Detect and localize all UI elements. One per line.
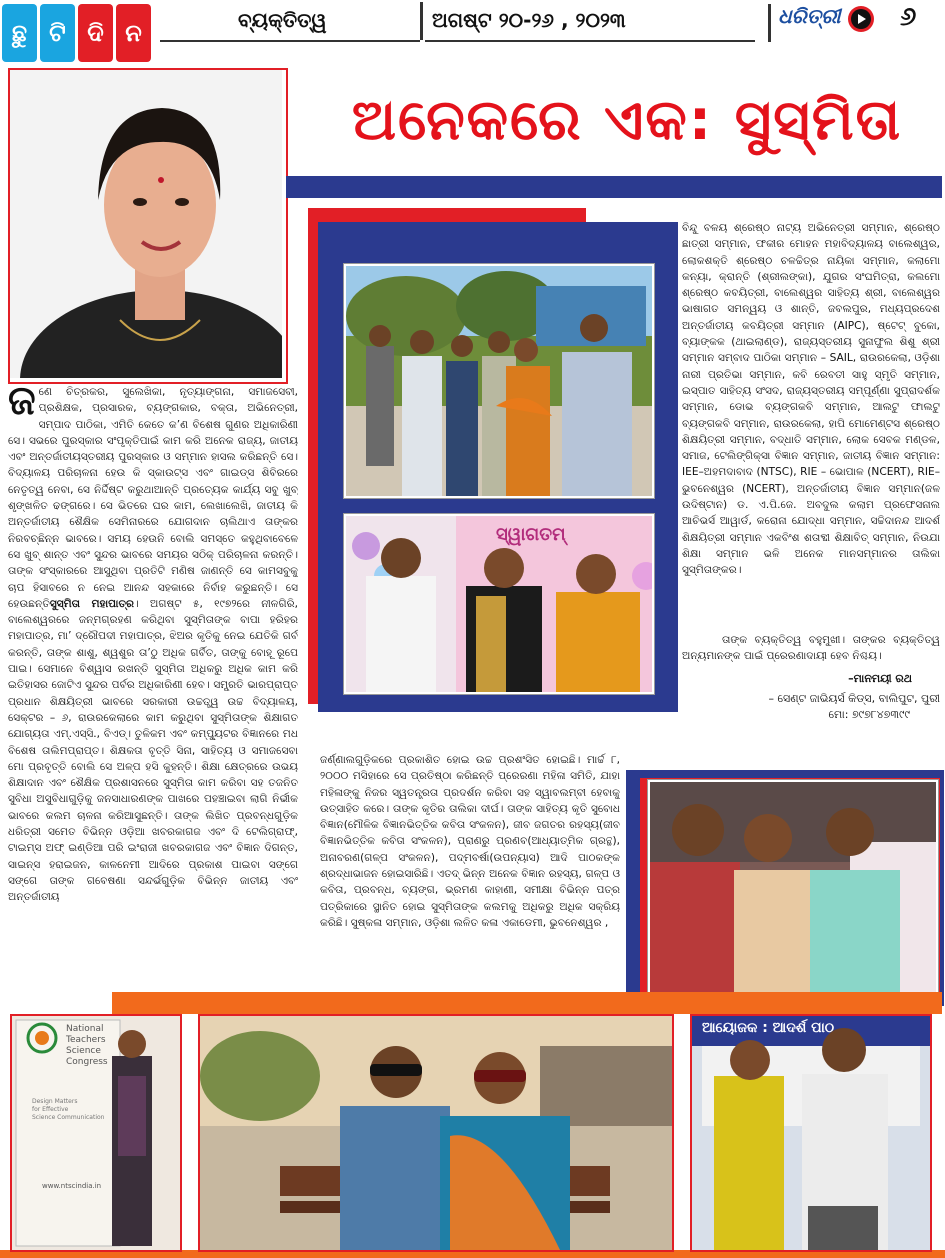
paper-name: ଧରିତ୍ରୀ	[778, 4, 841, 28]
article-column-middle	[320, 752, 620, 988]
logo-letter-1: ଛୁ	[2, 4, 37, 62]
logo-letter-2: ଟି	[40, 4, 75, 62]
closing-paragraph: ତାଙ୍କ ବ୍ୟକ୍ତିତ୍ୱ ବହୁମୁଖୀ। ତାଙ୍କର ବ୍ୟକ୍ତିତ୍ୱ ଅନ୍ୟମାନଙ୍କ ପାଇଁ ପ୍ରେରଣାଦାୟୀ ହେବ ନିଶ୍ଚୟ।	[682, 634, 940, 663]
author-name: –ମାନମୟୀ ରଥ	[848, 672, 912, 685]
header-divider-2	[768, 4, 771, 42]
welcome-photo	[344, 514, 654, 694]
family-photo	[648, 780, 938, 996]
header-divider	[420, 2, 423, 40]
event-photo	[344, 264, 654, 498]
logo-letter-4: ନ	[116, 4, 151, 62]
conference-banner	[66, 1024, 108, 1068]
header-rule-right	[425, 40, 755, 42]
dropcap: ଜ	[8, 384, 36, 424]
welcome-banner-text: ସ୍ୱାଗତମ୍	[496, 524, 566, 545]
subtitle-line-3: Science Communication	[32, 1114, 105, 1121]
logo-letter-3: ଦି	[78, 4, 113, 62]
section-title: ବ୍ୟକ୍ତିତ୍ୱ	[238, 8, 327, 32]
article-column-left	[8, 384, 298, 988]
article-paragraph-2: । ଅଗଷ୍ଟ ୫, ୧୯୭୨ରେ ନୀଳଗିରି, ବାଲେଶ୍ୱରରେ ଜନ୍ମଗ୍ରହଣ କରିଥିବା ସୁସ୍ମିତାଙ୍କ ବାପା ହରିହର ମହାପାତ୍ର, ମା’ ଦ୍ରୌପଦୀ ମହାପାତ୍ର, ଝିଅର କୃତିକୁ ନେଇ ଯେତିକି ଗର୍ବ କରନ୍ତି, ତାଙ୍କ ଶାଶୁ, ଶ୍ୱଶୁର ତା’ଠୁ ଅଧିକ ଗର୍ବିତ, ତାଙ୍କୁ ବୋହୂ ରୂପେ ପାଇ। ସେମାନେ ବିଶ୍ୱାସ ରଖନ୍ତି ସୁସ୍ମିତା ଅଧିକରୁ ଅଧିକ କାମ କରି ଇତିହାସର ଜୋଟିଏ ସୁନ୍ଦର ପର୍ବର ଅଧିକାରିଣୀ ହେବ। ସମ୍ପ୍ରତି ଭାରପ୍ରାପ୍ତ ପ୍ରଧାନ ଶିକ୍ଷୟିତ୍ରୀ ଭାବରେ ସରକାରୀ ଉଚ୍ଚତ୍ତ୍ୱ ଉଚ୍ଚ ବିଦ୍ୟାଳୟ, ସେକ୍ଟର – ୬, ରାଉରକେଲାରେ କାମ କରୁଥିବା ସୁସ୍ମିତାଙ୍କ ଶିକ୍ଷାଗତ ଯୋଗ୍ୟତା ଏମ୍.ଏସ୍‌ସି., ବିଏଡ୍। ତୁଳିକମ ଏବଂ କମ୍ପ୍ୟୁଟର ବିଜ୍ଞାନରେ ମଧ ବିଶେଷ ତାଲିମପ୍ରାପ୍ତ। ଶିକ୍ଷକତା ବୃତ୍ତି ସିନା, ସାହିତ୍ୟ ଓ ସମାଜସେବା ମୋ ପ୍ରବୃତ୍ତି ବୋଲି ସେ ଅଳ୍ପ ହସି କୁହନ୍ତି। ଶିକ୍ଷା କ୍ଷେତ୍ରରେ ଉଭୟ ଶିକ୍ଷାଦାନ ଏବଂ ଶୈକ୍ଷିକ ପ୍ରଶାସନରେ ସୁସ୍ମିତା କାମ କରିବା ସହ ତଜନିତ ସୁବିଧା ଅସୁବିଧାଗୁଡ଼ିକୁ ଜନସାଧାରଣଙ୍କ ପାଖରେ ପହଞ୍ଚାଇବା ଲାଗି ନିର୍ଭୀକ ଭାବରେ କଲମ ଚାଳନା କରିଆସୁଛନ୍ତି। ତାଙ୍କ ଲିଖିତ ପ୍ରବନ୍ଧଗୁଡ଼ିକ ଧରିତ୍ରୀ ସମେତ ବିଭିନ୍ନ ଓଡ଼ିଆ ଖବରକାଗଜ ଏବଂ ଦି ଟେଲିଗ୍ରାଫ୍, ଟାଇମ୍ସ ଅଫ୍ ଇଣ୍ଡିଆ ପରି ଇଂରାଜୀ ଖବରକାଗଜ ଏବଂ ବିଜ୍ଞାନ ଦିଗନ୍ତ, ସାଇନ୍ସ ହରାଇଜନ, କାଳନେମୀ ଆଦିରେ ପ୍ରକାଶ ପାଇବା ସଙ୍ଗେ ସଙ୍ଗେ ତାଙ୍କ ଗବେଷଣା ସନ୍ଦର୍ଭଗୁଡ଼ିକ ବିଭିନ୍ନ ଜାତୀୟ ଏବଂ ଅନ୍ତର୍ଜାତୀୟ	[8, 597, 298, 904]
author-phone: ମୋ: ୭୯୭୮୪୭୩୯୯	[828, 708, 910, 721]
article-paragraph-1: ଣେ ଚିତ୍ରକର, ସୁଲେଖିକା, ନୃତ୍ୟାଙ୍ଗନା, ସମାଜସେବୀ, ପ୍ରଶିକ୍ଷକ, ପ୍ରସାରକ, ବ୍ୟଙ୍ଗକାର, ବକ୍ତା, ଅଭିନେତ୍ରୀ, ସମ୍ପାଦ ପାଠିକା, ଏମିତି କେତେ କ’ଣ ବିଶେଷ ଗୁଣର ଅଧିକାରିଣୀ ସେ। ସଭରେ ପୁରସ୍କାର ସଂପୃକ୍ତିପାଇଁ କାମ କରି ଅନେକ ରାଜ୍ୟ, ଜାତୀୟ ଏବଂ ଅନ୍ତର୍ଜାତୀୟସ୍ତରୀୟ ପୁରସ୍କାର ଓ ସମ୍ମାନ ହାସଲ କରିଛନ୍ତି ସେ। ବିଦ୍ୟାଳୟ ପରିଚାଳନା ହେଉ କି ସ୍କାଉଟ୍ସ ଏବଂ ଗାଇଡ୍ସ ଶିବିରରେ ନେତୃତ୍ୱ ନେବା, ସେ ନିର୍ଦ୍ଦିଷ୍ଟ କରୁଥାଆନ୍ତି ପ୍ରତ୍ୟେକ କାର୍ଯ୍ୟ ସବୁ ଖୁବ୍ ଶୃଙ୍ଖଳିତ ଢଙ୍ଗରେ। ସେ ଭିତରେ ଘର କାମ, ଲେଖାଲେଖି, ଜାତୀୟ କି ଅନ୍ତର୍ଜାତୀୟ ଶୈକ୍ଷିକ ସେମିନାରରେ ଯୋଗଦାନ ଚାଲିଥାଏ ତାଙ୍କର ନିରବଚ୍ଛିନ୍ନ ଭାବରେ। ସମୟ ହେଉନି ବୋଲି ସମସ୍ତେ କହୁଥିବାବେଳେ ସେ ଖୁବ୍ ଶାନ୍ତ ଏବଂ ସୁନ୍ଦର ଭାବରେ ସମୟର ସଠିକ୍ ପରିଚାଳନା କରନ୍ତି। ତାଙ୍କ ସଂସ୍କାରରେ ଆସୁଥିବା ପ୍ରତିଟି ମଣିଷ ଜାଣନ୍ତି ସେ କାମସବୁକୁ ଚାପ ହିସାବରେ ନ ନେଇ ଆନନ୍ଦ ସହକାରେ ନିର୍ବାହ କରୁଛନ୍ତି। ସେ ହେଉଛନ୍ତି	[8, 386, 298, 610]
conference-subtitle	[32, 1098, 104, 1122]
banner-line-4: Congress	[66, 1057, 108, 1067]
article-paragraph-3: ଜର୍ଣ୍ଣାଲଗୁଡ଼ିକରେ ପ୍ରକାଶିତ ହୋଇ ଉଚ୍ଚ ପ୍ରଶଂସିତ ହୋଇଛି। ମାର୍ଚ୍ଚ ୮, ୨୦୦୦ ମସିହାରେ ସେ ପ୍ରତିଷ୍ଠା କରିଛନ୍ତି ପ୍ରେରଣା ମହିଳା ସମିତି, ଯାହା ମହିଳାଙ୍କୁ ନିଜର ସ୍ୱତନ୍ତ୍ରତା ପ୍ରଦର୍ଶନ କରିବା ସହ ସ୍ୱାବଲମ୍ବୀ ହେବାକୁ ଉତ୍ସାହିତ କରେ। ତାଙ୍କ କୃତିର ତାଲିକା ଦୀର୍ଘ। ତାଙ୍କ ସାହିତ୍ୟ କୃତି ସୁବୋଧ ବିଜ୍ଞାନ(ମୌଳିକ ବିଜ୍ଞାନଭିତ୍ତିକ କବିତା ସଂକଳନ), ଜୀବ ଜଗତର ରହସ୍ୟ(ଜୀବ ବିଜ୍ଞାନଭିତ୍ତିକ କବିତା ସଂକଳନ), ପ୍ରାଣରୁ ପ୍ରଣବ(ଆଧ୍ୟାତ୍ମିକ ଗ୍ରନ୍ଥ), ଅନାବରଣ(ଗଳ୍ପ ସଂକଳନ), ପଦ୍ମବର୍ଷା(ଉପନ୍ୟାସ) ଆଦି ପାଠକଙ୍କ ଶ୍ରଦ୍ଧାଭାଜନ ହୋଇସାରିଛି। ଏତଦ୍ ଭିନ୍ନ ଅନେକ ବିଜ୍ଞାନ ରହସ୍ୟ, ଗଳ୍ପ ଓ କବିତା, ପ୍ରବନ୍ଧ, ବ୍ୟଙ୍ଗ, ଭ୍ରମଣ କାହାଣୀ, ସମୀକ୍ଷା ବିଭିନ୍ନ ପତ୍ର ପତ୍ରିକାରେ ସ୍ଥାନିତ ହୋଇ ସୁସ୍ମିତାଙ୍କ କଲମକୁ ଅଧିକରୁ ଅଧିକ ସକ୍ରିୟ କରିଛି। ସୁଷ୍କଳା ସମ୍ମାନ, ଓଡ଼ିଶା ଲଳିତ କଳା ଏକାଡେମୀ, ଭୁବନେଶ୍ୱର ,	[320, 754, 620, 929]
subtitle-line-2: for Effective	[32, 1106, 69, 1113]
banner-line-3: Science	[66, 1046, 101, 1056]
banner-line-1: National	[66, 1024, 104, 1034]
couple-photo	[198, 1014, 674, 1252]
banner-line-2: Teachers	[66, 1035, 106, 1045]
conference-url: www.ntscindia.in	[42, 1182, 102, 1190]
page-number: ୬	[900, 2, 917, 32]
adarsha-photo	[690, 1014, 932, 1252]
header-rule-left	[160, 40, 420, 42]
portrait-frame	[8, 68, 288, 384]
subject-name: ସୁସ୍ମିତା ମହାପାତ୍ର	[49, 597, 135, 610]
headline-underline	[286, 176, 942, 198]
subtitle-line-1: Design Matters	[32, 1098, 78, 1105]
article-column-right	[682, 220, 940, 650]
issue-date: ଅଗଷ୍ଟ ୨୦-୨୬ , ୨୦୨୩	[432, 8, 626, 32]
portrait-photo	[10, 70, 282, 378]
author-address: – ସେଣ୍ଟ ଜାଭିୟର୍ସ କିଡ୍ସ, ବାଲିପୁଟ, ପୁରୀ	[768, 692, 940, 705]
bottom-orange-bar	[112, 992, 942, 1014]
conference-photo	[10, 1014, 182, 1252]
play-icon	[848, 6, 874, 32]
headline: ଅନେକରେ ଏକ: ସୁସ୍ମିତା	[351, 88, 903, 153]
adarsha-banner: ଆୟୋଜକ : ଆଦର୍ଶ ପାଠ	[702, 1020, 835, 1036]
awards-list: ବିନ୍ଦୁ ବଳୟ ଶ୍ରେଷ୍ଠ ନାଟ୍ୟ ଅଭିନେତ୍ରୀ ସମ୍ମାନ, ଶ୍ରେଷ୍ଠ ଛାତ୍ରୀ ସମ୍ମାନ, ଫକୀର ମୋହନ ମହାବିଦ୍ୟାଳୟ ବାଲେଶ୍ୱର, ଲୋକଶକ୍ତି ଶ୍ରେଷ୍ଠ ଚଳଚ୍ଚିତ୍ର ନାୟିକା ସମ୍ମାନ, କଲାମୋ କନ୍ୟା, କ୍ରାନ୍ତି (ଶ୍ରୀଲଙ୍କା), ଯୁଗର ସଂଘମିତ୍ରା, କଲମୋ ଶ୍ରେଷ୍ଠ କବୟିତ୍ରୀ, ବାଲେଶ୍ୱର ସାହିତ୍ୟ ଶ୍ରୀ, ବାଲେଶ୍ୱର ଭାଷାଗତ ସମନ୍ୱୟ ଓ ଶାନ୍ତି, ଜବଲପୁର, ମଧ୍ୟପ୍ରଦେଶ ଅନ୍ତର୍ଜାତୀୟ କବୟିତ୍ରୀ ସମ୍ମାନ (AIPC), ଷ୍ଟେଟ୍ ବୁକୋ, ବ୍ୟାଙ୍କକ (ଥାଇଲାଣ୍ଡ), ରାଜ୍ୟସ୍ତରୀୟ ସୁନାଫୁଲ ଶିଶୁ ଶ୍ରୀ ସମ୍ମାନ ସମ୍ବାଦ ପାଠିକା ସମ୍ମାନ – SAIL, ରାଉରକେଲା, ଓଡ଼ିଶା ନାରୀ ପ୍ରତିଭା ସମ୍ମାନ, କବି ରେବତୀ ସାହୁ ସ୍ମୃତି ସମ୍ମାନ, ଇସ୍ପାତ ସାହିତ୍ୟ ସଂସଦ, ରାଜ୍ୟସ୍ତରୀୟ ସମ୍ପୂର୍ଣ୍ଣା ସୁପ୍ରାଦର୍ଶକ ସମ୍ମାନ, ଡୋଭ ବ୍ୟଙ୍ଗକବି ସମ୍ମାନ, ଆଲଟୁ ଫାଲଟୁ ବ୍ୟଙ୍ଗକବି ସମ୍ମାନ, ରାଉରକେଲା, ହାପି ମୋମେଣ୍ଟସ ଶ୍ରେଷ୍ଠ ଶିକ୍ଷୟିତ୍ରୀ ସମ୍ମାନ, ବଦ୍ଧାତି ସମ୍ମାନ, ଲୋକ ସେବକ ମଣ୍ଡଳ, ସମାଜ, ଟେଲିଙ୍ଗିକ୍ସା ବିଜ୍ଞାନ ସମ୍ମାନ, ଜାତୀୟ ବିଜ୍ଞାନ ସମ୍ମାନ: IEE–ଅହମଦାବାଦ (NTSC), RIE – ଭୋପାଳ (NCERT), RIE–ଭୁବନେଶ୍ୱର (NCERT), ଅନ୍ତର୍ଜାତୀୟ ବିଜ୍ଞାନ ସମ୍ମାନ(ଜଳ ଉଦିଷ୍ଟାନ) ଡ. ଏ.ପି.ଜେ. ଅବଦୁଲ କଲାମ ପ୍ରଫେସନାଲ ଆଚିଭର୍ସ ଆୱାର୍ଡ, କରୋନା ଯୋଦ୍ଧା ସମ୍ମାନ, ସଚ୍ଚିଦାନନ୍ଦ ଆଦର୍ଶ ଶିକ୍ଷୟିତ୍ରୀ ସମ୍ମାନ ଏକବିଂଶ ଶତାବ୍ଦୀ ଶିକ୍ଷାବିତ୍ ସମ୍ମାନ, ନିଉଯା ଶିକ୍ଷା ସମ୍ମାନ ଭଳି ଅନେକ ମାନସମ୍ମାନର ତାଲିକା ସୁସ୍ମିତାଙ୍କର।	[682, 222, 940, 577]
